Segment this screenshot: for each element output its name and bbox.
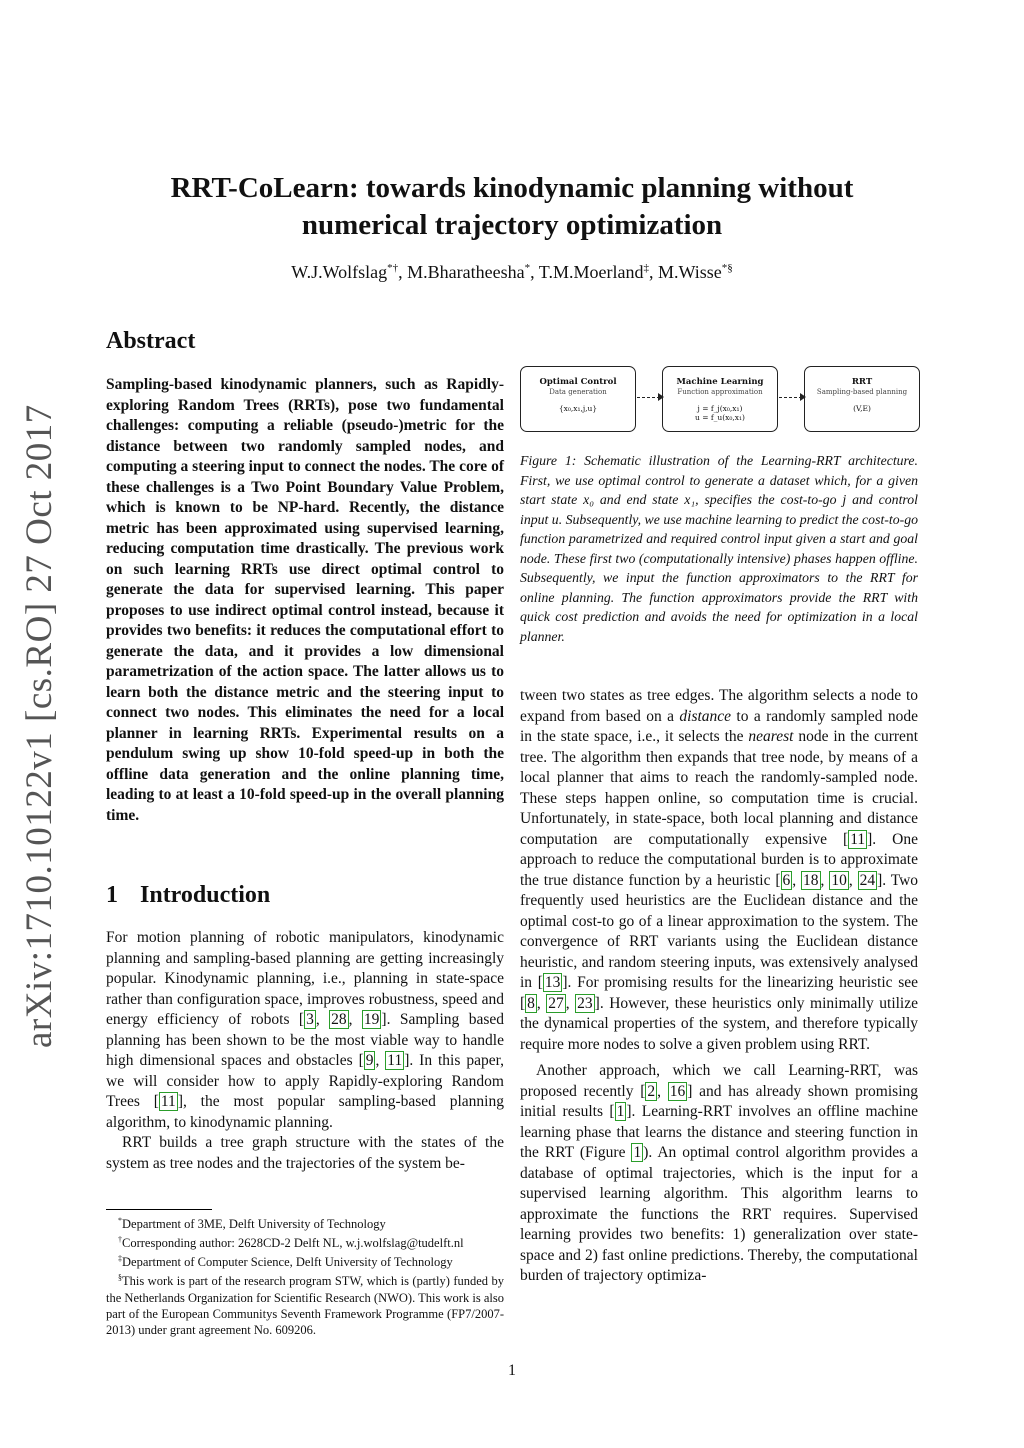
footnote: ‡Department of Computer Science, Delft University of Technology	[118, 1254, 453, 1270]
rrt-box: RRT Sampling-based planning (V,E)	[804, 366, 920, 432]
footnotes	[106, 1213, 504, 1338]
citation-link[interactable]: 24	[859, 871, 876, 889]
abstract-text: Sampling-based kinodynamic planners, such as Rapidly-exploring Random Trees (RRTs), pose two fundamental challenges: computing a reliable (pseudo-)metric for the distance between two randomly sampled nodes, and computing a steering input to connect the nodes. The core of these challenges is a Two Point Boundary Value Problem, which is known to be NP-hard. Recently, the distance metric has been approximated using supervised learning, reducing computation time drastically. The previous work on such learning RRTs use direct optimal control to generate the data for supervised learning. This paper proposes to use indirect optimal control instead, because it provides two benefits: it reduces the computational effort to generate the data, and it provides a low dimensional parametrization of the action space. The latter allows us to learn both the distance metric and the steering input to connect two nodes. This eliminates the need for a local planner in learning RRTs. Experimental results on a pendulum swing up show 10-fold speed-up in both the offline data generation and the online planning time, leading to at least a 10-fold speed-up in the overall planning time.	[106, 376, 504, 824]
citation-link[interactable]: 27	[548, 994, 564, 1012]
citation-link[interactable]: 11	[387, 1052, 403, 1069]
arxiv-watermark: arXiv:1710.10122v1 [cs.RO] 27 Oct 2017	[19, 404, 60, 1048]
author-mark: *§	[721, 262, 733, 274]
paragraph: RRT builds a tree graph structure with the states of the system as tree nodes and the trajectories of the system be-	[106, 1134, 504, 1172]
citation-link[interactable]: 13	[544, 974, 561, 991]
dashed-arrow	[637, 397, 660, 398]
paragraph: Another approach, which we call Learning-RRT, was proposed recently [ 2 , 16 ] and has already shown promising initial results [ 1 ]. Learning-RRT involves an offline machine learning phase that learns the distance and steering function in the RRT (Figure 1 ). An optimal control algorithm provides a database of optimal trajectories, which is the input for a supervised learning algorithm. This algorithm learns to approximate the functions the RRT requires. Supervised learning provides two benefits: 1) generalization over state-space and 2) fast online predictions. Thereby, the computational burden of trajectory optimiza-	[520, 1062, 918, 1284]
author-mark: *†	[387, 262, 399, 274]
figure-link[interactable]: 1	[633, 1144, 642, 1161]
author-mark: ‡	[643, 262, 649, 274]
citation-link[interactable]: 11	[850, 830, 866, 848]
title-line-2: numerical trajectory optimization	[301, 209, 723, 241]
citation-link[interactable]: 10	[831, 871, 847, 889]
section-heading-introduction	[106, 882, 292, 909]
author-name: M.Bharatheesha	[407, 262, 525, 282]
citation-link[interactable]: 28	[331, 1011, 347, 1028]
footnote: *Department of 3ME, Delft University of Technology	[118, 1216, 386, 1232]
citation-link[interactable]: 8	[527, 994, 535, 1012]
citation-link[interactable]: 2	[647, 1082, 656, 1100]
optimal-control-box: Optimal Control Data generation {x₀,x₁,j,u}	[520, 366, 636, 432]
figure-1-caption: Figure 1: Schematic illustration of the Learning-RRT architecture. First, we use optimal control to generate a dataset which, for a given start state x₀ and end state x₁, specifies the cost-to-go j and control input u. Subsequently, we use machine learning to predict the cost-to-go function parametrized and required control input given a start and goal node. These first two (computationally intensive) phases happen offline. Subsequently, we input the function approximators to the RRT for online planning. The function approximators provide the RRT with quick cost prediction and avoids the need for optimization in a local planner.	[520, 453, 918, 644]
author-name: W.J.Wolfslag	[291, 262, 388, 282]
footnote-rule	[106, 1209, 212, 1210]
page-number: 1	[508, 1362, 516, 1379]
paragraph: For motion planning of robotic manipulators, kinodynamic planning and sampling-based planning are getting increasingly popular. Kinodynamic planning, i.e., planning in state-space rather than configuration space, improves robustness, speed and energy efficiency of robots [ 3 , 28 , 19 ]. Sampling based planning has been shown to be the most viable way to handle high dimensional spaces and obstacles [ 9 , 11 ]. In this paper, we will consider how to apply Rapidly-exploring Random Trees [ 11 ], the most popular sampling-based planning algorithm, to kinodynamic planning.	[106, 929, 505, 1131]
author-name: T.M.Moerland	[538, 262, 644, 282]
author-mark: *	[524, 262, 531, 274]
citation-link[interactable]: 19	[363, 1011, 380, 1028]
author-name: M.Wisse	[657, 262, 722, 282]
left-column-body	[106, 928, 504, 1174]
paragraph: tween two states as tree edges. The algorithm selects a node to expand from based on a distance to a randomly sampled node in the state space, i.e., it selects the nearest node in the current tree. The algorithm then expands that tree node, by means of a local planner that aims to reach the randomly-sampled node. These steps happen online, so computation time is crucial. Unfortunately, in state-space, both local planning and distance computation are computationally expensive [ 11 ]. One approach to reduce the computational burden is to approximate the true distance function by a heuristic [ 6 , 18 , 10 , 24 ]. Two frequently used heuristics are the Euclidean distance and the optimal cost-to go of a linear approximation to the system. The convergence of RRT variants using the Euclidean distance heuristic, and random steering inputs, was extensively analysed in [ 13 ]. For promising results for the linearizing heuristic see [ 8 , 27 , 23 ]. However, these heuristics only minimally utilize the dynamical properties of the system, and therefore typically require more nodes to solve a given problem using RRT.	[520, 687, 919, 1053]
section-number: 1	[106, 882, 118, 908]
citation-link[interactable]: 9	[365, 1052, 374, 1069]
citation-link[interactable]: 11	[160, 1093, 176, 1110]
footnote: §This work is part of the research program STW, which is (partly) funded by the Netherlands Organization for Scientific Research (NWO). This work is also part of the European Communitys Seventh Framework Programme (FP7/2007-2013) under grant agreement No. 609206.	[106, 1273, 504, 1337]
citation-link[interactable]: 6	[782, 871, 791, 889]
right-column-body	[520, 686, 918, 1287]
citation-link[interactable]: 23	[577, 994, 593, 1012]
author-list: W.J.Wolfslag*†, M.Bharatheesha*, T.M.Moerland‡, M.Wisse*§	[291, 262, 733, 282]
section-title: Introduction	[140, 882, 271, 908]
machine-learning-box: Machine Learning Function approximation j = f_j(x₀,x₁) u = f_u(x₀,x₁)	[662, 366, 778, 432]
footnote: †Corresponding author: 2628CD-2 Delft NL, w.j.wolfslag@tudelft.nl	[118, 1235, 464, 1251]
citation-link[interactable]: 16	[669, 1082, 686, 1100]
dashed-arrow	[779, 397, 802, 398]
citation-link[interactable]: 3	[306, 1011, 314, 1028]
citation-link[interactable]: 18	[803, 871, 819, 889]
citation-link[interactable]: 1	[616, 1103, 625, 1120]
paper-title	[120, 170, 904, 244]
figure-1-diagram	[520, 366, 918, 432]
title-line-1: RRT-CoLearn: towards kinodynamic planning without	[170, 172, 854, 204]
abstract-heading: Abstract	[106, 328, 196, 354]
